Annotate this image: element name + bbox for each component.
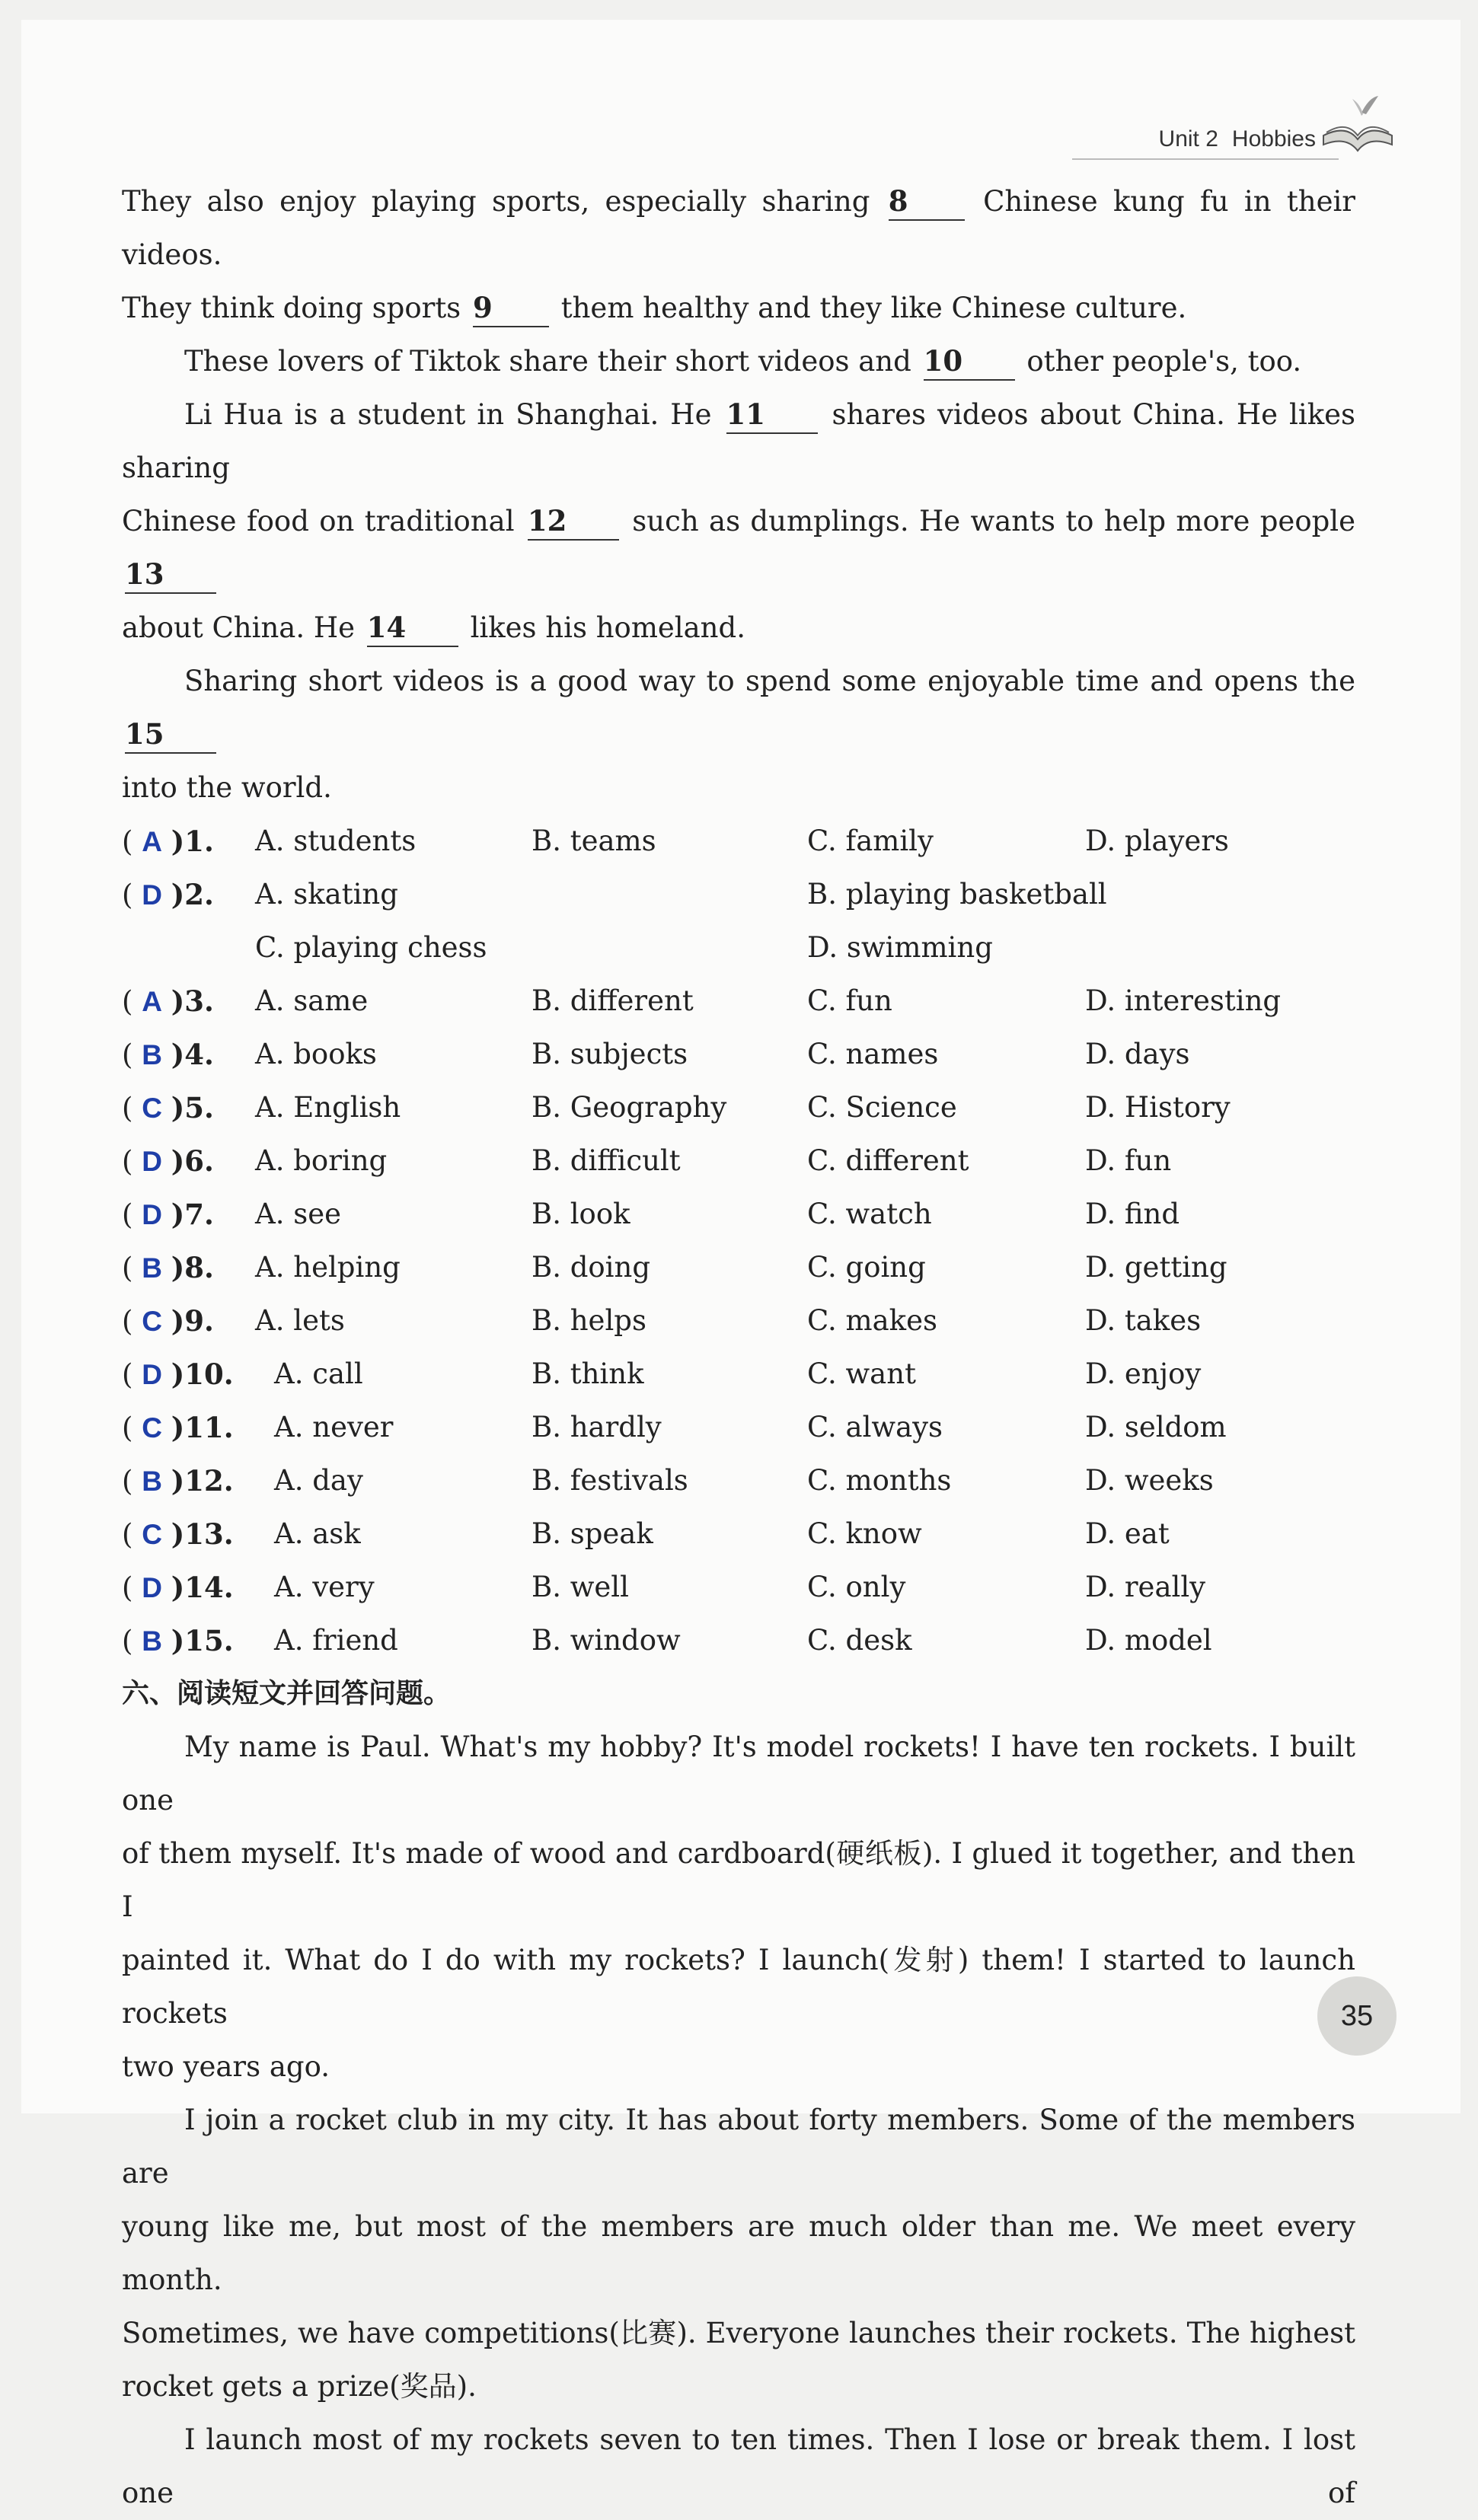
answer-mark: D [142,1146,162,1177]
passage-line: rocket gets a prize(奖品). [122,2370,477,2403]
answer-mark: D [142,879,162,911]
answer-mark: C [142,1093,162,1124]
unit-label: Unit 2 [1158,126,1218,152]
blank-12: 12 [528,502,619,541]
passage-line: Sometimes, we have competitions(比赛). Everyone launches their rockets. The highest [122,2317,1355,2349]
answer-mark: B [142,1466,162,1497]
page-number-badge [1317,1976,1397,2056]
blank-9: 9 [473,289,549,327]
exercise-content [122,175,1355,2520]
passage-line: young like me, but most of the members are much older than me. We meet every month. [122,2210,1355,2296]
answer-mark: C [142,1412,162,1443]
question-row: ( A )1. A. students B. teams C. family D. players [122,825,1229,858]
answer-mark: D [142,1359,162,1390]
question-row: ( C )9. A. lets B. helps C. makes D. takes [122,1304,1202,1338]
answer-mark: B [142,1039,162,1070]
question-row: ( A )3. A. same B. different C. fun D. interesting [122,984,1282,1018]
question-row: ( C )11. A. never B. hardly C. always D. seldom [122,1411,1227,1444]
header-rule [1072,158,1339,160]
passage-line: Chinese food on traditional 12 such as dumplings. He wants to help more people 13 [122,495,1355,601]
answer-mark: C [142,1519,162,1550]
blank-13: 13 [125,556,216,594]
blank-14: 14 [367,609,458,647]
passage-line: My name is Paul. What's my hobby? It's model rockets! I have ten rockets. I built one [122,1731,1355,1817]
page-number: 35 [1317,1976,1397,2056]
passage-line: I launch most of my rockets seven to ten times. Then I lose or break them. I lost one of [122,2423,1355,2509]
answer-mark: D [142,1199,162,1230]
passage-line: of them myself. It's made of wood and cardboard(硬纸板). I glued it together, and then I [122,1837,1355,1923]
question-row: ( D )10. A. call B. think C. want D. enjoy [122,1357,1202,1391]
answer-mark: A [142,986,162,1017]
blank-8: 8 [889,183,965,221]
answer-mark: C [142,1306,162,1337]
blank-11: 11 [726,396,818,434]
answer-mark: D [142,1572,162,1603]
question-row: ( D )2. A. skating B. playing basketball [122,878,1107,911]
open-book-icon [1316,82,1400,166]
passage-line: I join a rocket club in my city. It has about forty members. Some of the members are [122,2104,1355,2190]
question-row: ( C )5. A. English B. Geography C. Science D. History [122,1091,1231,1124]
running-header [1159,126,1316,152]
passage-line: painted it. What do I do with my rockets? I launch(发射) them! I started to launch rockets [122,1944,1355,2030]
passage-line: about China. He 14 likes his homeland. [122,601,1355,655]
passage-line: two years ago. [122,2050,330,2083]
passage-line: Sharing short videos is a good way to spend some enjoyable time and opens the 15 [122,655,1355,761]
question-row: ( D )6. A. boring B. difficult C. different D. fun [122,1144,1172,1178]
answer-mark: B [142,1252,162,1284]
options-list [122,815,1355,1667]
answer-mark: B [142,1625,162,1657]
answer-mark: A [142,826,162,857]
passage-line: Li Hua is a student in Shanghai. He 11 shares videos about China. He likes sharing [122,397,1356,484]
question-row: ( C )13. A. ask B. speak C. know D. eat [122,1517,1170,1551]
unit-title: Hobbies [1231,126,1316,152]
question-row: ( D )14. A. very B. well C. only D. really [122,1571,1206,1604]
passage-line: These lovers of Tiktok share their short videos and 10 other people's, too. [122,335,1355,388]
blank-10: 10 [924,343,1015,381]
blank-15: 15 [125,716,216,754]
passage-line: They also enjoy playing sports, especially sharing 8 Chinese kung fu in their videos. [122,184,1355,271]
question-row: ( B )4. A. books B. subjects C. names D. days [122,1038,1190,1071]
passage-line: into the world. [122,771,332,804]
question-row: ( D )7. A. see B. look C. watch D. find [122,1198,1180,1231]
question-row: ( B )15. A. friend B. window C. desk D. model [122,1624,1212,1657]
question-row: ( B )12. A. day B. festivals C. months D. weeks [122,1464,1214,1498]
question-row-cont: C. playing chess D. swimming [255,931,993,964]
question-row: ( B )8. A. helping B. doing C. going D. getting [122,1251,1227,1284]
passage-line: They think doing sports 9 them healthy and they like Chinese culture. [122,282,1355,335]
section-title: 六、阅读短文并回答问题。 [122,1678,452,1709]
